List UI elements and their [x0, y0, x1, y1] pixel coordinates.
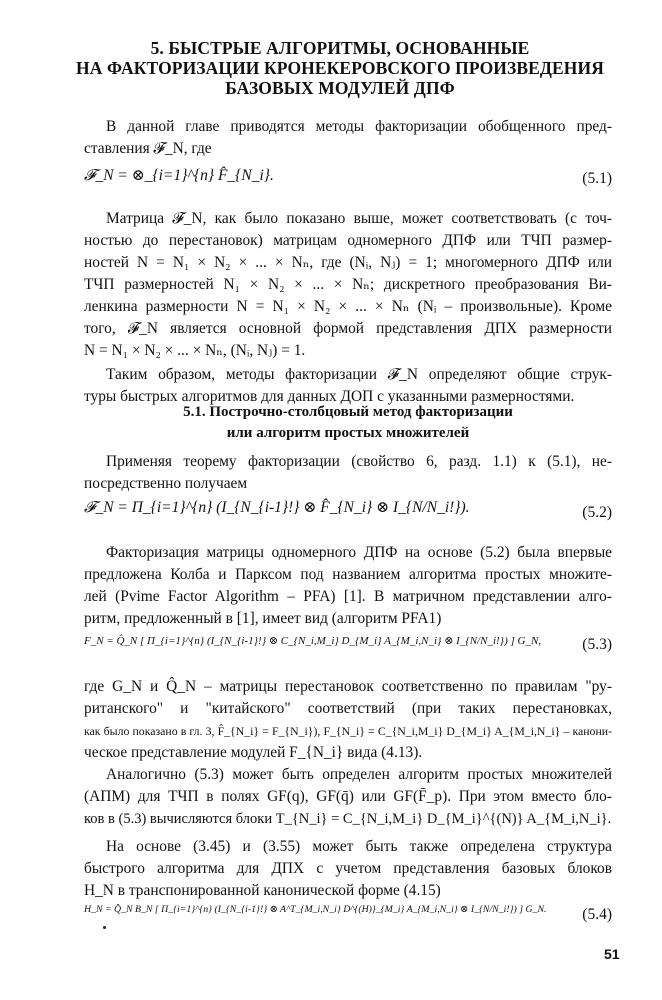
text-line: Таким образом, методы факторизации 𝓕_N определяют общие струк-: [106, 366, 612, 383]
text-line: На основе (3.45) и (3.55) может быть также определена структура: [106, 838, 612, 855]
paragraph: [84, 542, 612, 630]
chapter-title: [60, 38, 620, 98]
text-line: туры быстрых алгоритмов для данных ДОП с указанными размерностями.: [84, 388, 575, 405]
paragraph: [84, 764, 612, 830]
equation-5-4: [84, 898, 612, 938]
equation-number: (5.1): [582, 170, 612, 187]
equation-formula: 𝓕_N = Π_{i=1}^{n} (I_{N_{i-1}!} ⊗ F̂_{N_i} ⊗ I_{N/N_i!}).: [84, 499, 470, 516]
text-line: быстрого алгоритма для ДПХ с учетом представления базовых блоков: [84, 860, 612, 877]
text-line: Факторизация матрицы одномерного ДПФ на основе (5.2) была впервые: [106, 544, 612, 561]
section-title-line: 5.1. Построчно-столбцовый метод факторизации: [183, 404, 513, 420]
equation-formula: F_N = Q̂_N [ Π_{i=1}^{n} (I_{N_{i-1}!} ⊗ C_{N_i,M_i} D_{M_i} A_{M_i,N_i} ⊗ I_{N/N_i!}) ] G_N,: [84, 635, 542, 647]
equation-number: (5.3): [582, 636, 612, 653]
text-line: где G_N и Q̂_N – матрицы перестановок соответственно по правилам "ру-: [84, 678, 612, 695]
text-line: лей (Pvime Factor Algorithm – PFA) [1]. В матричном представлении алго-: [84, 588, 612, 605]
text-line: H_N в транспонированной канонической форме (4.15): [84, 882, 441, 899]
text-line: N = N₁ × N₂ × ... × Nₙ, (Nᵢ, Nⱼ) = 1.: [84, 342, 306, 359]
equation-5-1: [84, 166, 612, 206]
intro-paragraph: [84, 116, 612, 160]
text-line: ленкина размерности N = N₁ × N₂ × ... × Nₙ (Nᵢ – произвольные). Кроме: [84, 298, 612, 315]
text-line: (АПМ) для ТЧП в полях GF(q), GF(q̄) или GF(F̄_p). При этом вместо бло-: [84, 788, 612, 805]
paragraph: [84, 836, 612, 902]
equation-5-3: [84, 628, 612, 668]
section-title: [84, 402, 612, 444]
text-line: ТЧП размерностей N₁ × N₂ × ... × Nₙ; дискретного преобразования Ви-: [84, 276, 612, 293]
equation-5-2: [84, 498, 612, 538]
paragraph: [84, 676, 612, 764]
text-line: как было показано в гл. 3, F̂_{N_i} = F_{N_i}), F_{N_i} = C_{N_i,M_i} D_{M_i} A_{M_i,N_i} – канони-: [84, 724, 612, 738]
text-line: ностью до перестановок) матрицам одномерного ДПФ или ТЧП размер-: [84, 232, 612, 249]
equation-number: (5.2): [582, 504, 612, 521]
text-line: того, 𝓕_N является основной формой представления ДПХ размерности: [84, 320, 612, 337]
text-line: предложена Колба и Парксом под названием алгоритма простых множите-: [84, 566, 612, 583]
text-line: посредственно получаем: [84, 475, 248, 492]
chapter-title-line: НА ФАКТОРИЗАЦИИ КРОНЕКЕРОВСКОГО ПРОИЗВЕДЕНИЯ: [76, 58, 604, 78]
text-line: В данной главе приводятся методы факторизации обобщенного пред-: [106, 118, 612, 135]
text-line: ческое представление модулей F_{N_i} вида (4.13).: [84, 744, 423, 761]
section-title-line: или алгоритм простых множителей: [226, 425, 470, 441]
text-line: ританского" и "китайского" соответствий (при таких перестановках,: [84, 700, 612, 717]
page-number: 51: [604, 946, 620, 962]
text-line: Аналогично (5.3) может быть определен алгоритм простых множителей: [106, 766, 612, 783]
text-line: ностей N = N₁ × N₂ × ... × Nₙ, где (Nᵢ, Nⱼ) = 1; многомерного ДПФ или: [84, 254, 612, 271]
text-line: ков в (5.3) вычисляются блоки T_{N_i} = C_{N_i,M_i} D_{M_i}^{(N)} A_{M_i,N_i}.: [84, 811, 612, 827]
text-line: Матрица 𝓕_N, как было показано выше, может соответствовать (с точ-: [106, 210, 612, 227]
text-line: Применяя теорему факторизации (свойство 6, разд. 1.1) к (5.1), не-: [106, 453, 612, 470]
equation-formula: H_N = Q̂_N B_N [ Π_{i=1}^{n} (I_{N_{i-1}!} ⊗ A^T_{M_i,N_i} D^{(H)}_{M_i} A_{M_i,N_i} ⊗ I_{N/N_i!}) ] G_N.: [84, 904, 547, 915]
equation-formula: 𝓕_N = ⊗_{i=1}^{n} F̂_{N_i}.: [84, 167, 274, 184]
paragraph: [84, 208, 612, 362]
paragraph: [84, 451, 612, 495]
equation-number: (5.4): [582, 906, 612, 923]
text-line: ставления 𝓕_N, где: [84, 140, 212, 157]
text-line: ритм, предложенный в [1], имеет вид (алгоритм PFA1): [84, 610, 442, 627]
chapter-title-line: 5. БЫСТРЫЕ АЛГОРИТМЫ, ОСНОВАННЫЕ: [150, 38, 530, 58]
chapter-title-line: БАЗОВЫХ МОДУЛЕЙ ДПФ: [225, 78, 455, 98]
ink-speck: [103, 926, 106, 929]
